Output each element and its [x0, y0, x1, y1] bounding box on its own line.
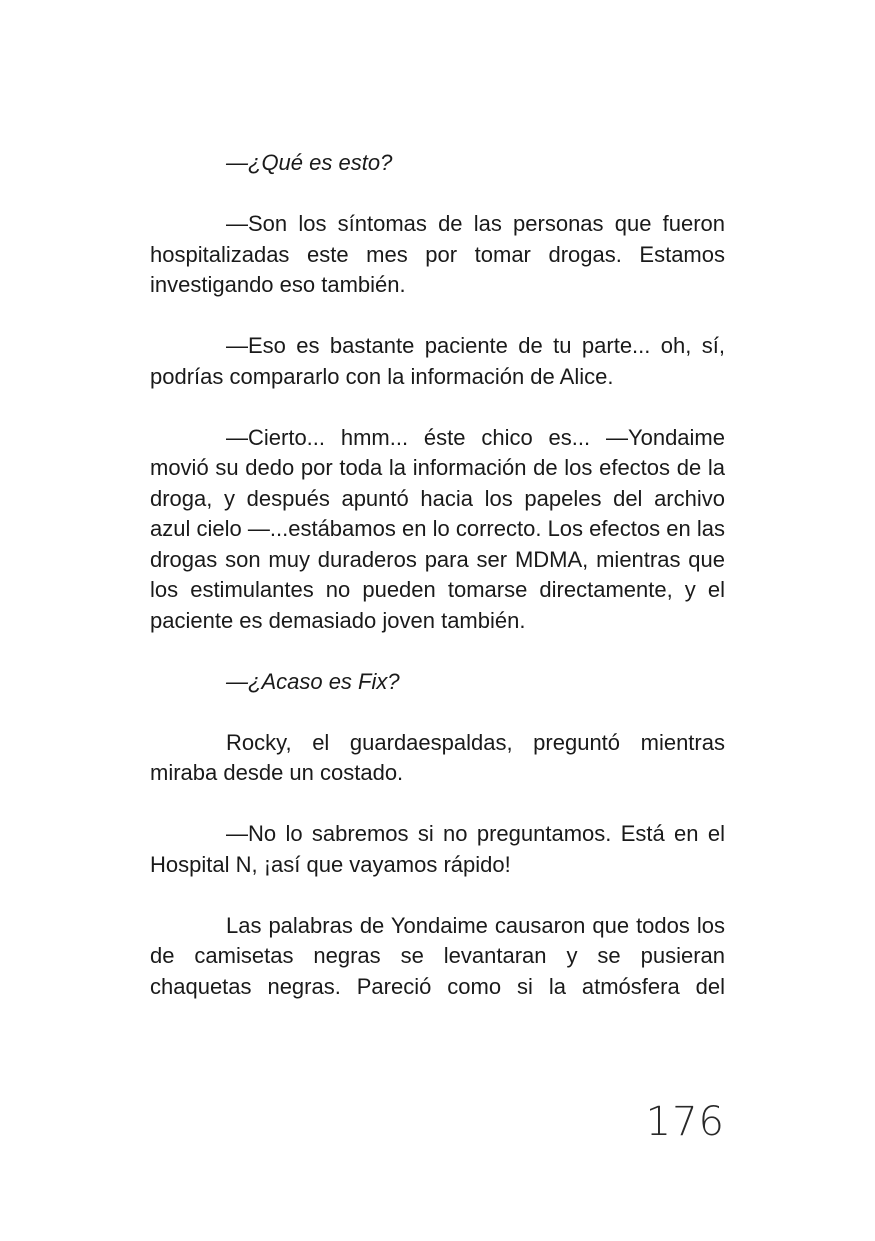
paragraph-8: Las palabras de Yondaime causaron que todos los de camisetas negras se levantaran y se pusieran chaquetas negras. Pareció como si la atmósfera del	[150, 912, 725, 999]
paragraph-2: —Son los síntomas de las personas que fueron hospitalizadas este mes por tomar drogas. Estamos investigando eso también.	[150, 211, 725, 297]
paragraph-6: Rocky, el guardaespaldas, preguntó mientras miraba desde un costado.	[150, 729, 725, 785]
paragraph-7: —No lo sabremos si no preguntamos. Está en el Hospital N, ¡así que vayamos rápido!	[150, 821, 725, 877]
paragraph-1: —¿Qué es esto?	[226, 150, 393, 175]
body-text	[150, 148, 725, 1033]
paragraph-5: —¿Acaso es Fix?	[226, 668, 400, 694]
paragraph-4: —Cierto... hmm... éste chico es... —Yondaime movió su dedo por toda la información de los efectos de la droga, y después apuntó hacia los papeles del archivo azul cielo —...estábamos en lo correcto. Los efectos en las drogas son muy duraderos para ser MDMA, mientras que los estimulantes no pueden tomarse directamente, y el paciente es demasiado joven también.	[150, 424, 725, 633]
page-number: 176	[645, 1099, 725, 1145]
paragraph-3: —Eso es bastante paciente de tu parte... oh, sí, podrías compararlo con la información de Alice.	[150, 333, 725, 389]
